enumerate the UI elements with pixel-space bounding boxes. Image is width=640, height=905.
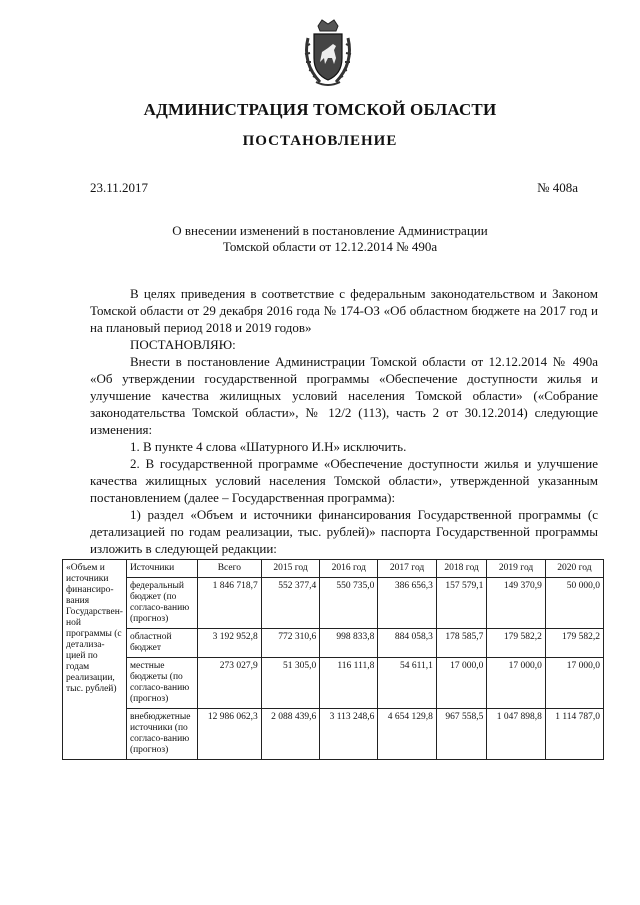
value-cell: 179 582,2 <box>545 629 603 658</box>
document-date: 23.11.2017 <box>90 180 149 195</box>
value-cell: 17 000,0 <box>436 658 487 709</box>
header-cell: Всего <box>197 560 261 578</box>
value-cell: 4 654 129,8 <box>378 709 436 760</box>
header-cell: Источники <box>126 560 197 578</box>
value-cell: 149 370,9 <box>487 578 545 629</box>
header-cell: 2016 год <box>320 560 378 578</box>
document-body <box>90 285 598 557</box>
document-number: № 408а <box>537 180 578 195</box>
value-cell: 116 111,8 <box>320 658 378 709</box>
value-cell: 17 000,0 <box>487 658 545 709</box>
table-row <box>63 578 604 629</box>
source-cell: областной бюджет <box>126 629 197 658</box>
value-cell: 178 585,7 <box>436 629 487 658</box>
value-cell: 17 000,0 <box>545 658 603 709</box>
organization-title: АДМИНИСТРАЦИЯ ТОМСКОЙ ОБЛАСТИ <box>143 100 497 119</box>
value-cell: 1 047 898,8 <box>487 709 545 760</box>
coat-of-arms-icon <box>298 18 358 90</box>
value-cell: 550 735,0 <box>320 578 378 629</box>
value-cell: 386 656,3 <box>378 578 436 629</box>
resolve-heading: ПОСТАНОВЛЯЮ: <box>130 337 236 352</box>
document-type: ПОСТАНОВЛЕНИЕ <box>242 133 398 149</box>
preamble-paragraph: В целях приведения в соответствие с федеральным законодательством и Законом Томской области от 29 декабря 2016 года № 174-ОЗ «Об областном бюджете на 2017 год и на плановый период 2018 и 2019 годов» <box>90 286 598 335</box>
value-cell: 157 579,1 <box>436 578 487 629</box>
row-label-cell: «Объем и источники финансиро-вания Государствен-ной программы (с детализа-цией по годам реализации, тыс. рублей) <box>63 560 127 760</box>
source-cell: федеральный бюджет (по согласо-ванию (прогноз) <box>126 578 197 629</box>
header-cell: 2020 год <box>545 560 603 578</box>
header-cell: 2019 год <box>487 560 545 578</box>
item-2-paragraph: 2. В государственной программе «Обеспечение доступности жилья и улучшение качества жилищных условий населения Томской области», утвержденной указанным постановлением (далее – Государственная программа): <box>90 456 598 505</box>
value-cell: 2 088 439,6 <box>261 709 319 760</box>
source-cell: внебюджетные источники (по согласо-ванию (прогноз) <box>126 709 197 760</box>
value-cell: 12 986 062,3 <box>197 709 261 760</box>
value-cell: 51 305,0 <box>261 658 319 709</box>
subject-line-2: Томской области от 12.12.2014 № 490а <box>222 239 438 254</box>
value-cell: 50 000,0 <box>545 578 603 629</box>
header-cell: 2015 год <box>261 560 319 578</box>
table-row <box>63 629 604 658</box>
value-cell: 179 582,2 <box>487 629 545 658</box>
amendment-paragraph: Внести в постановление Администрации Томской области от 12.12.2014 № 490а «Об утверждении государственной программы «Обеспечение доступности жилья и улучшение качества жилищных условий населения Томской области» («Собрание законодательства Томской области», № 12/2 (113), часть 2 от 30.12.2014) следующие изменения: <box>90 354 598 437</box>
item-1-paragraph: 1. В пункте 4 слова «Шатурного И.Н» исключить. <box>130 439 407 454</box>
value-cell: 552 377,4 <box>261 578 319 629</box>
funding-table <box>62 559 604 760</box>
table-row <box>63 658 604 709</box>
value-cell: 273 027,9 <box>197 658 261 709</box>
header-cell: 2018 год <box>436 560 487 578</box>
subject-line-1: О внесении изменений в постановление Администрации <box>172 223 488 238</box>
value-cell: 1 846 718,7 <box>197 578 261 629</box>
table-header-row <box>63 560 604 578</box>
value-cell: 3 113 248,6 <box>320 709 378 760</box>
document-subject <box>150 223 510 255</box>
value-cell: 3 192 952,8 <box>197 629 261 658</box>
value-cell: 1 114 787,0 <box>545 709 603 760</box>
value-cell: 998 833,8 <box>320 629 378 658</box>
source-cell: местные бюджеты (по согласо-ванию (прогноз) <box>126 658 197 709</box>
table-row <box>63 709 604 760</box>
value-cell: 772 310,6 <box>261 629 319 658</box>
value-cell: 884 058,3 <box>378 629 436 658</box>
value-cell: 54 611,1 <box>378 658 436 709</box>
subitem-1-paragraph: 1) раздел «Объем и источники финансирования Государственной программы (с детализацией по годам реализации, тыс. рублей)» паспорта Государственной программы изложить в следующей редакции: <box>90 507 598 556</box>
header-cell: 2017 год <box>378 560 436 578</box>
value-cell: 967 558,5 <box>436 709 487 760</box>
